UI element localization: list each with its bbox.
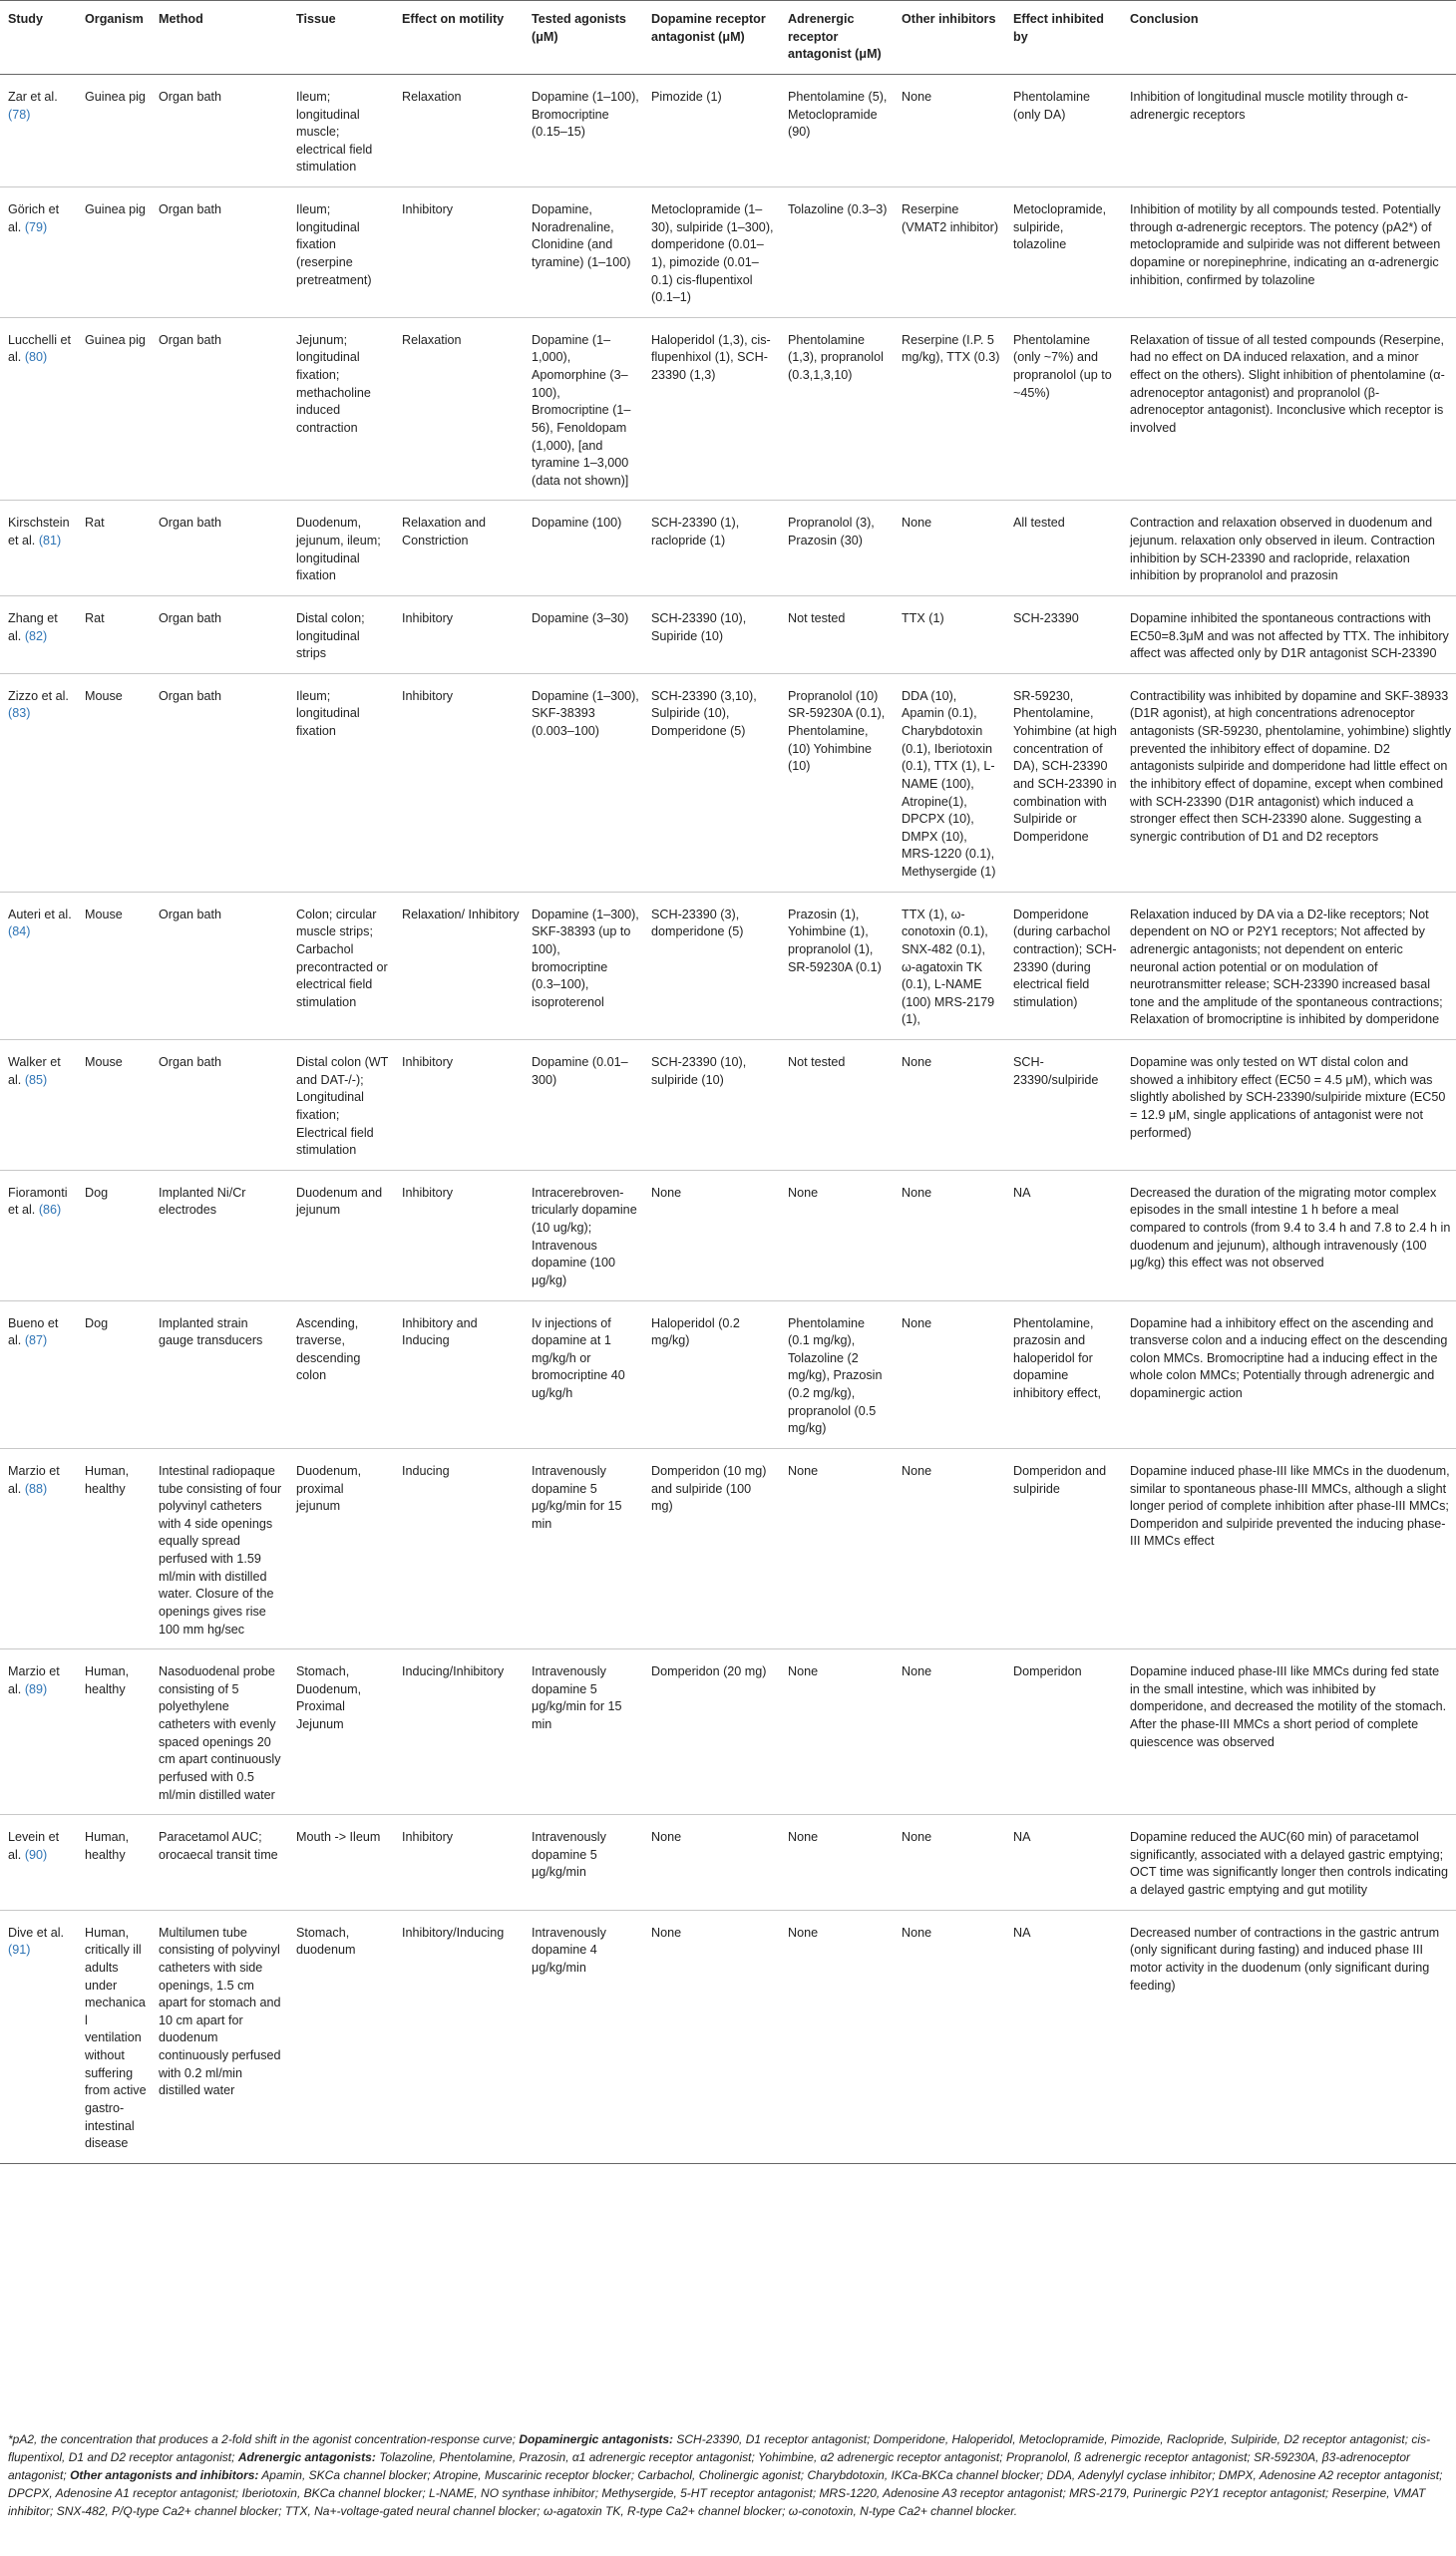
header-agonists: Tested agonists (μM) bbox=[524, 1, 643, 75]
header-organism: Organism bbox=[77, 1, 151, 75]
organism-cell: Human, healthy bbox=[77, 1649, 151, 1815]
conclusion-cell: Dopamine was only tested on WT distal colon and showed a inhibitory effect (EC50 = 4.5 μM), which was slightly abolished by SCH-23390/sulpiride mixture (EC50 = 12.9 μM, single applications of antagonist were not performed) bbox=[1122, 1040, 1456, 1171]
header-inhibited-by: Effect inhibited by bbox=[1005, 1, 1122, 75]
method-cell: Organ bath bbox=[151, 317, 288, 501]
inhibited-by-cell: NA bbox=[1005, 1170, 1122, 1300]
agonists-cell: Dopamine, Noradrenaline, Clonidine (and tyramine) (1–100) bbox=[524, 187, 643, 318]
conclusion-cell: Decreased number of contractions in the gastric antrum (only significant during fasting) and induced phase III motor activity in the duodenum (only significant during feeding) bbox=[1122, 1910, 1456, 2163]
tissue-cell: Duodenum and jejunum bbox=[288, 1170, 394, 1300]
table-row bbox=[0, 892, 1456, 1039]
footnote-dopaminergic-text: SCH-23390, D1 receptor antagonist; Domperidone, Haloperidol, Metoclopramide, Pimozide, Raclopride, Sulpiride, D2 receptor antagonist; cis-flupentixol, D1 and D2 receptor antagonist; bbox=[8, 2432, 1431, 2464]
agonists-cell: Intravenously dopamine 4 μg/kg/min bbox=[524, 1910, 643, 2163]
table-row bbox=[0, 595, 1456, 673]
header-dopamine-antagonist: Dopamine receptor antagonist (μM) bbox=[643, 1, 780, 75]
study-name: Marzio et al. bbox=[8, 1664, 60, 1696]
footnote-adrenergic-text: Tolazoline, Phentolamine, Prazosin, α1 adrenergic receptor antagonist; Yohimbine, α2 adrenergic receptor antagonist; Propranolol, ß adrenergic receptor antagonist; SR-59230A, β3-adrenoceptor antagonist; bbox=[8, 2450, 1411, 2482]
agonists-cell: Iv injections of dopamine at 1 mg/kg/h or bromocriptine 40 ug/kg/h bbox=[524, 1300, 643, 1448]
conclusion-cell: Dopamine induced phase-III like MMCs in the duodenum, similar to spontaneous phase-III MMCs, although a slight longer period of complete inhibition after phase-III MMCs; Domperidon and sulpiride prevented the inducing phase-III MMCs effect bbox=[1122, 1448, 1456, 1648]
agonists-cell: Dopamine (1–100), Bromocriptine (0.15–15) bbox=[524, 74, 643, 186]
study-cell bbox=[0, 892, 77, 1039]
table-row bbox=[0, 1040, 1456, 1171]
study-reference-link[interactable]: (79) bbox=[24, 219, 48, 234]
study-cell bbox=[0, 1910, 77, 2163]
inhibited-by-cell: Metoclopramide, sulpiride, tolazoline bbox=[1005, 187, 1122, 318]
study-reference-link[interactable]: (91) bbox=[8, 1943, 31, 1958]
conclusion-cell: Dopamine had a inhibitory effect on the ascending and transverse colon and a inducing effect on the descending colon MMCs. Bromocriptine had a inducing effect in the whole colon MMCs; Potentially through adrenergic and dopaminergic action bbox=[1122, 1300, 1456, 1448]
table-row bbox=[0, 1649, 1456, 1815]
effect-cell: Relaxation/ Inhibitory bbox=[394, 892, 524, 1039]
study-cell bbox=[0, 1649, 77, 1815]
effect-cell: Relaxation and Constriction bbox=[394, 501, 524, 596]
tissue-cell: Colon; circular muscle strips; Carbachol precontracted or electrical field stimulation bbox=[288, 892, 394, 1039]
dopamine-antagonist-cell: None bbox=[643, 1815, 780, 1911]
inhibited-by-cell: Phentolamine (only ~7%) and propranolol (up to ~45%) bbox=[1005, 317, 1122, 501]
effect-cell: Inducing bbox=[394, 1448, 524, 1648]
effect-cell: Inhibitory bbox=[394, 673, 524, 892]
organism-cell: Mouse bbox=[77, 673, 151, 892]
inhibited-by-cell: Phentolamine, prazosin and haloperidol for dopamine inhibitory effect, bbox=[1005, 1300, 1122, 1448]
tissue-cell: Distal colon (WT and DAT-/-); Longitudinal fixation; Electrical field stimulation bbox=[288, 1040, 394, 1171]
dopamine-antagonist-cell: Metoclopramide (1–30), sulpiride (1–300), domperidone (0.01–1), pimozide (0.01–0.1) cis-flupentixol (0.1–1) bbox=[643, 187, 780, 318]
adrenergic-antagonist-cell: Propranolol (10) SR-59230A (0.1), Phentolamine, (10) Yohimbine (10) bbox=[780, 673, 894, 892]
organism-cell: Human, critically ill adults under mechanical ventilation without suffering from active gastro-intestinal disease bbox=[77, 1910, 151, 2163]
study-reference-link[interactable]: (78) bbox=[8, 107, 31, 122]
other-inhibitors-cell: None bbox=[894, 1910, 1005, 2163]
agonists-cell: Intravenously dopamine 5 μg/kg/min bbox=[524, 1815, 643, 1911]
dopamine-antagonist-cell: None bbox=[643, 1910, 780, 2163]
study-reference-link[interactable]: (89) bbox=[24, 1681, 48, 1696]
dopamine-antagonist-cell: Domperidon (10 mg) and sulpiride (100 mg) bbox=[643, 1448, 780, 1648]
adrenergic-antagonist-cell: None bbox=[780, 1815, 894, 1911]
study-cell bbox=[0, 1170, 77, 1300]
adrenergic-antagonist-cell: Propranolol (3), Prazosin (30) bbox=[780, 501, 894, 596]
adrenergic-antagonist-cell: None bbox=[780, 1448, 894, 1648]
effect-cell: Relaxation bbox=[394, 317, 524, 501]
study-cell bbox=[0, 595, 77, 673]
agonists-cell: Dopamine (1–1,000), Apomorphine (3–100), Bromocriptine (1–56), Fenoldopam (1,000), [and tyramine 1–3,000 (data not shown)] bbox=[524, 317, 643, 501]
table-row bbox=[0, 1815, 1456, 1911]
footnote-other-text: Apamin, SKCa channel blocker; Atropine, Muscarinic receptor blocker; Carbachol, Cholinergic agonist; Charybdotoxin, IKCa-BKCa channel blocker; DDA, Adenylyl cyclase inhibitor; DMPX, Adenosine A2 receptor antagonist; DPCPX, Adenosine A1 receptor antagonist; Iberiotoxin, BKCa channel blocker; L-NAME, NO synthase inhibitor; Methysergide, 5-HT receptor antagonist; MRS-1220, Adenosine A3 receptor antagonist; MRS-2179, Purinergic P2Y1 receptor antagonist; Reserpine, VMAT inhibitor; SNX-482, P/Q-type Ca2+ channel blocker; TTX, Na+-voltage-gated neural channel blocker; ω-agatoxin TK, R-type Ca2+ channel blocker; ω-conotoxin, N-type Ca2+ channel blocker. bbox=[8, 2468, 1443, 2518]
method-cell: Nasoduodenal probe consisting of 5 polyethylene catheters with evenly spaced openings 20 cm apart continuously perfused with 0.5 ml/min distilled water bbox=[151, 1649, 288, 1815]
dopamine-antagonist-cell: None bbox=[643, 1170, 780, 1300]
study-name: Auteri et al. bbox=[8, 907, 72, 921]
table-body bbox=[0, 74, 1456, 2163]
inhibited-by-cell: NA bbox=[1005, 1815, 1122, 1911]
inhibited-by-cell: Domperidon and sulpiride bbox=[1005, 1448, 1122, 1648]
method-cell: Organ bath bbox=[151, 501, 288, 596]
effect-cell: Inhibitory bbox=[394, 1815, 524, 1911]
method-cell: Implanted strain gauge transducers bbox=[151, 1300, 288, 1448]
other-inhibitors-cell: None bbox=[894, 1448, 1005, 1648]
conclusion-cell: Inhibition of longitudinal muscle motility through α-adrenergic receptors bbox=[1122, 74, 1456, 186]
study-cell bbox=[0, 1040, 77, 1171]
study-cell bbox=[0, 1448, 77, 1648]
other-inhibitors-cell: DDA (10), Apamin (0.1), Charybdotoxin (0.1), Iberiotoxin (0.1), TTX (1), L-NAME (100), Atropine(1), DPCPX (10), DMPX (10), MRS-1220 (0.1), Methysergide (1) bbox=[894, 673, 1005, 892]
study-cell bbox=[0, 501, 77, 596]
method-cell: Organ bath bbox=[151, 595, 288, 673]
footnote-dopaminergic-label: Dopaminergic antagonists: bbox=[519, 2432, 674, 2446]
other-inhibitors-cell: None bbox=[894, 501, 1005, 596]
adrenergic-antagonist-cell: Prazosin (1), Yohimbine (1), propranolol (1), SR-59230A (0.1) bbox=[780, 892, 894, 1039]
study-name: Zizzo et al. bbox=[8, 688, 69, 703]
study-name: Zhang et al. bbox=[8, 610, 58, 643]
inhibited-by-cell: SCH-23390 bbox=[1005, 595, 1122, 673]
organism-cell: Guinea pig bbox=[77, 74, 151, 186]
adrenergic-antagonist-cell: None bbox=[780, 1649, 894, 1815]
tissue-cell: Ileum; longitudinal fixation (reserpine pretreatment) bbox=[288, 187, 394, 318]
method-cell: Organ bath bbox=[151, 1040, 288, 1171]
study-name: Fioramonti et al. bbox=[8, 1185, 68, 1218]
agonists-cell: Dopamine (100) bbox=[524, 501, 643, 596]
tissue-cell: Duodenum, jejunum, ileum; longitudinal fixation bbox=[288, 501, 394, 596]
adrenergic-antagonist-cell: Phentolamine (5), Metoclopramide (90) bbox=[780, 74, 894, 186]
other-inhibitors-cell: Reserpine (I.P. 5 mg/kg), TTX (0.3) bbox=[894, 317, 1005, 501]
table-row bbox=[0, 1448, 1456, 1648]
adrenergic-antagonist-cell: Phentolamine (1,3), propranolol (0.3,1,3,10) bbox=[780, 317, 894, 501]
study-reference-link[interactable]: (83) bbox=[8, 706, 31, 721]
adrenergic-antagonist-cell: None bbox=[780, 1170, 894, 1300]
organism-cell: Dog bbox=[77, 1170, 151, 1300]
conclusion-cell: Relaxation induced by DA via a D2-like receptors; Not dependent on NO or P2Y1 receptors; Not affected by adrenergic antagonists; not dependent on enteric neuronal action potential or on modulation of neurotransmitter release; SCH-23390 increased basal tone and the amplitude of the spontaneous contractions; Relaxation of bromocriptine is inhibited by domperidone bbox=[1122, 892, 1456, 1039]
inhibited-by-cell: Phentolamine (only DA) bbox=[1005, 74, 1122, 186]
tissue-cell: Ileum; longitudinal muscle; electrical field stimulation bbox=[288, 74, 394, 186]
conclusion-cell: Decreased the duration of the migrating motor complex episodes in the small intestine 1 h before a meal compared to controls (from 9.4 to 3.4 h and 7.8 to 2.4 h in duodenum and jejunum), although intravenously (100 μg/kg) this effect was not observed bbox=[1122, 1170, 1456, 1300]
other-inhibitors-cell: None bbox=[894, 1170, 1005, 1300]
effect-cell: Inducing/Inhibitory bbox=[394, 1649, 524, 1815]
study-name: Bueno et al. bbox=[8, 1315, 59, 1348]
effect-cell: Inhibitory/Inducing bbox=[394, 1910, 524, 2163]
method-cell: Implanted Ni/Cr electrodes bbox=[151, 1170, 288, 1300]
other-inhibitors-cell: None bbox=[894, 1300, 1005, 1448]
dopamine-antagonist-cell: SCH-23390 (10), Supiride (10) bbox=[643, 595, 780, 673]
header-tissue: Tissue bbox=[288, 1, 394, 75]
study-cell bbox=[0, 187, 77, 318]
method-cell: Organ bath bbox=[151, 892, 288, 1039]
method-cell: Paracetamol AUC; orocaecal transit time bbox=[151, 1815, 288, 1911]
other-inhibitors-cell: Reserpine (VMAT2 inhibitor) bbox=[894, 187, 1005, 318]
other-inhibitors-cell: TTX (1), ω-conotoxin (0.1), SNX-482 (0.1), ω-agatoxin TK (0.1), L-NAME (100) MRS-2179 (1), bbox=[894, 892, 1005, 1039]
other-inhibitors-cell: None bbox=[894, 1040, 1005, 1171]
header-conclusion: Conclusion bbox=[1122, 1, 1456, 75]
organism-cell: Guinea pig bbox=[77, 187, 151, 318]
table-row bbox=[0, 1300, 1456, 1448]
inhibited-by-cell: Domperidon bbox=[1005, 1649, 1122, 1815]
organism-cell: Human, healthy bbox=[77, 1448, 151, 1648]
effect-cell: Relaxation bbox=[394, 74, 524, 186]
study-reference-link[interactable]: (88) bbox=[24, 1481, 48, 1496]
tissue-cell: Ileum; longitudinal fixation bbox=[288, 673, 394, 892]
table-row bbox=[0, 1910, 1456, 2163]
organism-cell: Dog bbox=[77, 1300, 151, 1448]
tissue-cell: Stomach, duodenum bbox=[288, 1910, 394, 2163]
study-name: Dive et al. bbox=[8, 1925, 64, 1940]
organism-cell: Mouse bbox=[77, 892, 151, 1039]
table-row bbox=[0, 317, 1456, 501]
other-inhibitors-cell: TTX (1) bbox=[894, 595, 1005, 673]
effect-cell: Inhibitory bbox=[394, 595, 524, 673]
study-name: Marzio et al. bbox=[8, 1463, 60, 1496]
agonists-cell: Dopamine (3–30) bbox=[524, 595, 643, 673]
conclusion-cell: Contractibility was inhibited by dopamine and SKF-38933 (D1R agonist), at high concentrations adrenoceptor antagonists (SR-59230, phentolamine, yohimbine) slightly prevented the inhibitory effect of dopamine. D2 antagonists sulpiride and domperidone had little effect on the inhibitory effect of dopamine, except when combined with SCH-23390 (D1R antagonist) which induced a stronger effect then SCH-23390 alone. Suggesting a synergic contribution of D1 and D2 receptors bbox=[1122, 673, 1456, 892]
method-cell: Organ bath bbox=[151, 673, 288, 892]
agonists-cell: Dopamine (0.01–300) bbox=[524, 1040, 643, 1171]
method-cell: Multilumen tube consisting of polyvinyl catheters with side openings, 1.5 cm apart for stomach and 10 cm apart for duodenum continuously perfused with 0.2 ml/min distilled water bbox=[151, 1910, 288, 2163]
dopamine-antagonist-cell: Domperidon (20 mg) bbox=[643, 1649, 780, 1815]
conclusion-cell: Relaxation of tissue of all tested compounds (Reserpine, had no effect on DA induced relaxation, and a minor effect on the others). Slight inhibition of phentolamine (α-adrenoceptor antagonist) and propranolol (β-adrenoceptor antagonist). Inconclusive which receptor is involved bbox=[1122, 317, 1456, 501]
footnote-adrenergic-label: Adrenergic antagonists: bbox=[237, 2450, 376, 2464]
conclusion-cell: Dopamine reduced the AUC(60 min) of paracetamol significantly, associated with a delayed gastric emptying; OCT time was significantly longer then controls indicating a delayed gastric emptying and gut motility bbox=[1122, 1815, 1456, 1911]
table-row bbox=[0, 1170, 1456, 1300]
tissue-cell: Ascending, traverse, descending colon bbox=[288, 1300, 394, 1448]
inhibited-by-cell: All tested bbox=[1005, 501, 1122, 596]
study-reference-link[interactable]: (90) bbox=[24, 1847, 48, 1862]
effect-cell: Inhibitory and Inducing bbox=[394, 1300, 524, 1448]
table-row bbox=[0, 501, 1456, 596]
inhibited-by-cell: Domperidone (during carbachol contraction); SCH-23390 (during electrical field stimulation) bbox=[1005, 892, 1122, 1039]
table-footnote bbox=[8, 2430, 1444, 2520]
organism-cell: Human, healthy bbox=[77, 1815, 151, 1911]
inhibited-by-cell: SCH-23390/sulpiride bbox=[1005, 1040, 1122, 1171]
study-name: Walker et al. bbox=[8, 1055, 61, 1087]
agonists-cell: Intravenously dopamine 5 μg/kg/min for 15 min bbox=[524, 1649, 643, 1815]
header-method: Method bbox=[151, 1, 288, 75]
tissue-cell: Distal colon; longitudinal strips bbox=[288, 595, 394, 673]
dopamine-antagonist-cell: SCH-23390 (3,10), Sulpiride (10), Domperidone (5) bbox=[643, 673, 780, 892]
study-reference-link[interactable]: (87) bbox=[24, 1333, 48, 1348]
organism-cell: Rat bbox=[77, 595, 151, 673]
agonists-cell: Intravenously dopamine 5 μg/kg/min for 15 min bbox=[524, 1448, 643, 1648]
organism-cell: Rat bbox=[77, 501, 151, 596]
study-name: Görich et al. bbox=[8, 202, 60, 234]
organism-cell: Mouse bbox=[77, 1040, 151, 1171]
effect-cell: Inhibitory bbox=[394, 1040, 524, 1171]
study-cell bbox=[0, 74, 77, 186]
study-reference-link[interactable]: (86) bbox=[38, 1203, 62, 1218]
dopamine-antagonist-cell: SCH-23390 (1), raclopride (1) bbox=[643, 501, 780, 596]
conclusion-cell: Contraction and relaxation observed in duodenum and jejunum. relaxation only observed in ileum. Contraction inhibition by SCH-23390 and raclopride, relaxation inhibition by propranolol and prazosin bbox=[1122, 501, 1456, 596]
dopamine-antagonist-cell: Pimozide (1) bbox=[643, 74, 780, 186]
header-adrenergic-antagonist: Adrenergic receptor antagonist (μM) bbox=[780, 1, 894, 75]
conclusion-cell: Dopamine induced phase-III like MMCs during fed state in the small intestine, which was inhibited by domperidone, and decreased the motility of the stomach. After the phase-III MMCs a short period of complete quiescence was observed bbox=[1122, 1649, 1456, 1815]
agonists-cell: Dopamine (1–300), SKF-38393 (0.003–100) bbox=[524, 673, 643, 892]
study-name: Zar et al. bbox=[8, 89, 58, 104]
study-reference-link[interactable]: (80) bbox=[24, 350, 48, 365]
study-reference-link[interactable]: (84) bbox=[8, 924, 31, 939]
table-header-row bbox=[0, 1, 1456, 75]
tissue-cell: Duodenum, proximal jejunum bbox=[288, 1448, 394, 1648]
tissue-cell: Mouth -> Ileum bbox=[288, 1815, 394, 1911]
dopamine-antagonist-cell: Haloperidol (1,3), cis-flupenhixol (1), SCH-23390 (1,3) bbox=[643, 317, 780, 501]
other-inhibitors-cell: None bbox=[894, 1649, 1005, 1815]
tissue-cell: Jejunum; longitudinal fixation; methacholine induced contraction bbox=[288, 317, 394, 501]
dopamine-antagonist-cell: SCH-23390 (10), sulpiride (10) bbox=[643, 1040, 780, 1171]
study-name: Kirschstein et al. bbox=[8, 516, 70, 548]
table-row bbox=[0, 673, 1456, 892]
footnote-other-label: Other antagonists and inhibitors: bbox=[70, 2468, 259, 2482]
study-cell bbox=[0, 1815, 77, 1911]
table-row bbox=[0, 187, 1456, 318]
study-reference-link[interactable]: (82) bbox=[24, 628, 48, 643]
adrenergic-antagonist-cell: Tolazoline (0.3–3) bbox=[780, 187, 894, 318]
adrenergic-antagonist-cell: Not tested bbox=[780, 595, 894, 673]
study-reference-link[interactable]: (81) bbox=[38, 534, 62, 548]
other-inhibitors-cell: None bbox=[894, 1815, 1005, 1911]
study-name: Lucchelli et al. bbox=[8, 332, 72, 365]
organism-cell: Guinea pig bbox=[77, 317, 151, 501]
study-cell bbox=[0, 1300, 77, 1448]
dopamine-antagonist-cell: SCH-23390 (3), domperidone (5) bbox=[643, 892, 780, 1039]
method-cell: Organ bath bbox=[151, 74, 288, 186]
adrenergic-antagonist-cell: None bbox=[780, 1910, 894, 2163]
effect-cell: Inhibitory bbox=[394, 187, 524, 318]
adrenergic-antagonist-cell: Phentolamine (0.1 mg/kg), Tolazoline (2 mg/kg), Prazosin (0.2 mg/kg), propranolol (0.5 mg/kg) bbox=[780, 1300, 894, 1448]
agonists-cell: Intracerebroven-tricularly dopamine (10 ug/kg); Intravenous dopamine (100 μg/kg) bbox=[524, 1170, 643, 1300]
header-study: Study bbox=[0, 1, 77, 75]
study-name: Levein et al. bbox=[8, 1830, 60, 1862]
inhibited-by-cell: NA bbox=[1005, 1910, 1122, 2163]
other-inhibitors-cell: None bbox=[894, 74, 1005, 186]
method-cell: Intestinal radiopaque tube consisting of four polyvinyl catheters with 4 side openings equally spread perfused with 1.59 ml/min with distilled water. Closure of the openings gives rise 100 mm hg/sec bbox=[151, 1448, 288, 1648]
dopamine-antagonist-cell: Haloperidol (0.2 mg/kg) bbox=[643, 1300, 780, 1448]
footnote-pa2: *pA2, the concentration that produces a 2-fold shift in the agonist concentration-response curve; bbox=[8, 2432, 516, 2446]
method-cell: Organ bath bbox=[151, 187, 288, 318]
adrenergic-antagonist-cell: Not tested bbox=[780, 1040, 894, 1171]
inhibited-by-cell: SR-59230, Phentolamine, Yohimbine (at high concentration of DA), SCH-23390 and SCH-23390 in combination with Sulpiride or Domperidone bbox=[1005, 673, 1122, 892]
conclusion-cell: Inhibition of motility by all compounds tested. Potentially through α-adrenergic receptors. The potency (pA2*) of metoclopramide and sulpiride was not different between dopamine or norepinephrine, indicating an α-adrenergic inhibition, confirmed by tolazoline bbox=[1122, 187, 1456, 318]
effect-cell: Inhibitory bbox=[394, 1170, 524, 1300]
agonists-cell: Dopamine (1–300), SKF-38393 (up to 100), bromocriptine (0.3–100), isoproterenol bbox=[524, 892, 643, 1039]
study-reference-link[interactable]: (85) bbox=[24, 1072, 48, 1087]
tissue-cell: Stomach, Duodenum, Proximal Jejunum bbox=[288, 1649, 394, 1815]
table-row bbox=[0, 74, 1456, 186]
header-other-inhibitors: Other inhibitors bbox=[894, 1, 1005, 75]
study-cell bbox=[0, 317, 77, 501]
header-effect: Effect on motility bbox=[394, 1, 524, 75]
study-cell bbox=[0, 673, 77, 892]
conclusion-cell: Dopamine inhibited the spontaneous contractions with EC50=8.3μM and was not affected by TTX. The inhibitory affect was affected only by D1R antagonist SCH-23390 bbox=[1122, 595, 1456, 673]
